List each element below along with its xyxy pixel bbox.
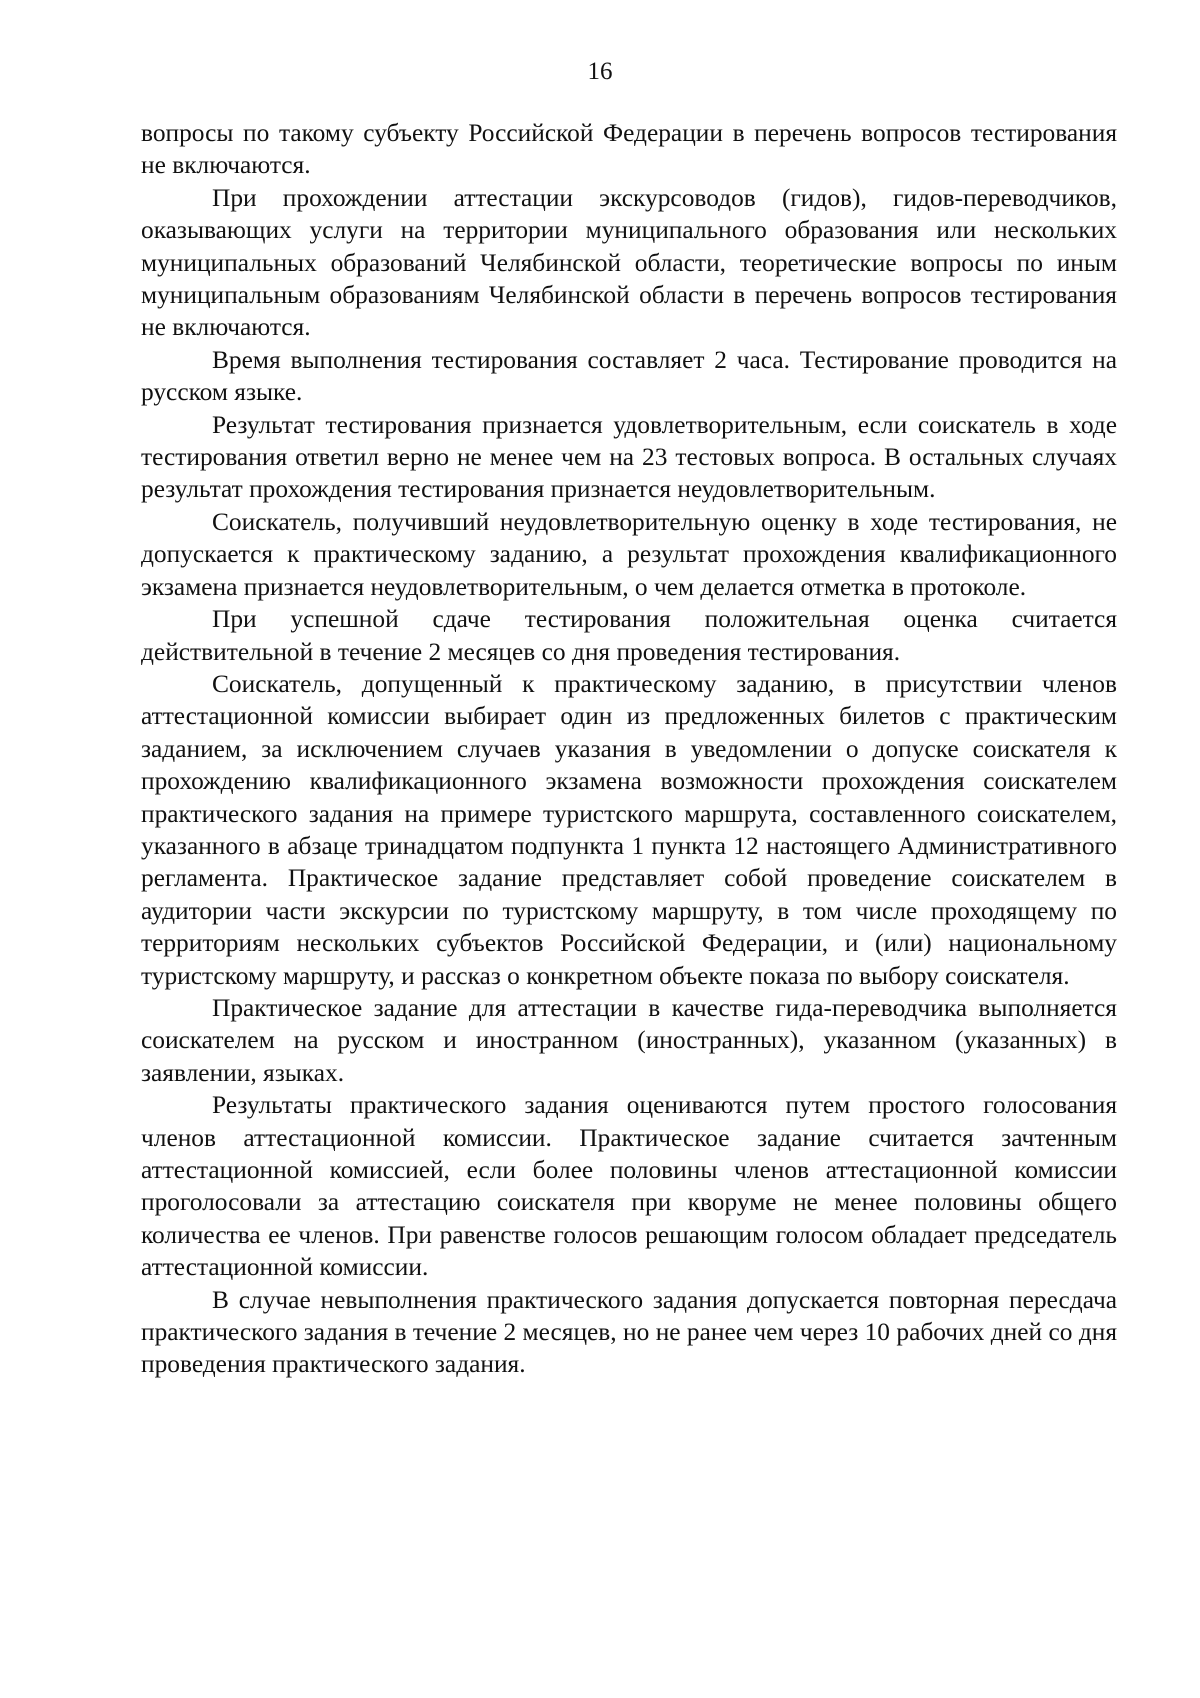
- paragraph-testing-time: Время выполнения тестирования составляет 2 часа. Тестирование проводится на русском языке.: [141, 345, 1117, 407]
- paragraph-unsatisfactory-result: Соискатель, получивший неудовлетворительную оценку в ходе тестирования, не допускается к практическому заданию, а результат прохождения квалификационного экзамена признается неудовлетворительным, о чем делается отметка в протоколе.: [141, 507, 1117, 601]
- paragraph-result-validity: При успешной сдаче тестирования положительная оценка считается действительной в течение 2 месяцев со дня проведения тестирования.: [141, 605, 1117, 666]
- page-number: 16: [587, 58, 613, 85]
- paragraph-testing-result: Результат тестирования признается удовлетворительным, если соискатель в ходе тестирования ответил верно не менее чем на 23 тестовых вопроса. В остальных случаях результат прохождения тестирования признается неудовлетворительным.: [141, 410, 1117, 504]
- paragraph-retake: В случае невыполнения практического задания допускается повторная пересдача практического задания в течение 2 месяцев, но не ранее чем через 10 рабочих дней со дня проведения практического задания.: [141, 1285, 1117, 1379]
- paragraph-practical-task: Соискатель, допущенный к практическому заданию, в присутствии членов аттестационной комиссии выбирает один из предложенных билетов с практическим заданием, за исключением случаев указания в уведомлении о допуске соискателя к прохождению квалификационного экзамена возможности прохождения соискателем практического задания на примере туристского маршрута, составленного соискателем, указанного в абзаце тринадцатом подпункта 1 пункта 12 настоящего Административного регламента. Практическое задание представляет собой проведение соискателем в аудитории части экскурсии по туристскому маршруту, в том числе проходящему по территориям нескольких субъектов Российской Федерации, и (или) национальному туристскому маршруту, и рассказ о конкретном объекте показа по выбору соискателя.: [141, 669, 1117, 990]
- paragraph-translator-task: Практическое задание для аттестации в качестве гида-переводчика выполняется соискателем на русском и иностранном (иностранных), указанном (указанных) в заявлении, языках.: [141, 993, 1117, 1087]
- paragraph-voting: Результаты практического задания оцениваются путем простого голосования членов аттестационной комиссии. Практическое задание считается зачтенным аттестационной комиссией, если более половины членов аттестационной комиссии проголосовали за аттестацию соискателя при кворуме не менее половины общего количества ее членов. При равенстве голосов решающим голосом обладает председатель аттестационной комиссии.: [141, 1091, 1117, 1282]
- document-body: [141, 117, 1117, 1381]
- paragraph-municipal-questions: При прохождении аттестации экскурсоводов (гидов), гидов-переводчиков, оказывающих услуги на территории муниципального образования или нескольких муниципальных образований Челябинской области, теоретические вопросы по иным муниципальным образованиям Челябинской области в перечень вопросов тестирования не включаются.: [141, 183, 1117, 342]
- paragraph-continuation: вопросы по такому субъекту Российской Федерации в перечень вопросов тестирования не включаются.: [141, 119, 1117, 180]
